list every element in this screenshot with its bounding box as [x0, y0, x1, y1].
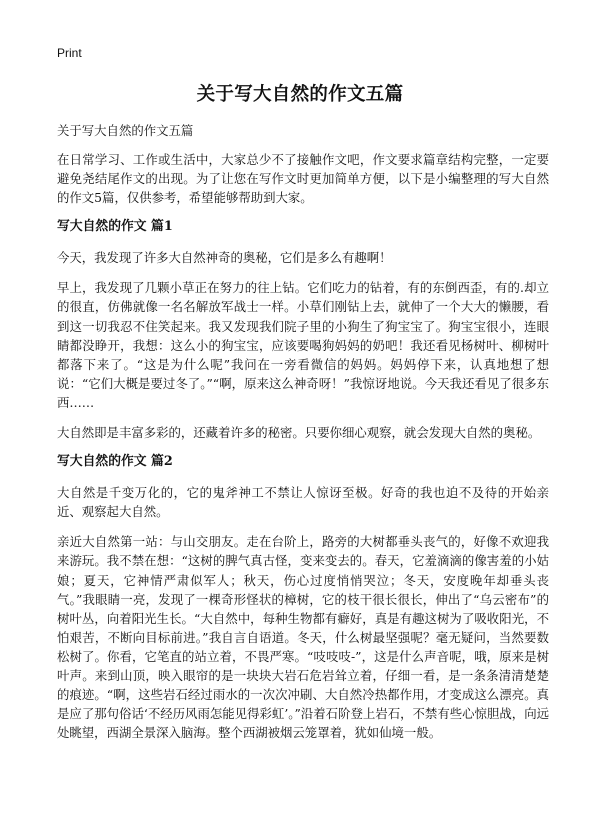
intro-paragraph: 在日常学习、工作或生活中，大家总少不了接触作文吧，作文要求篇章结构完整，一定要避免尧结尾作文的出现。为了让您在写作文时更加简单方便，以下是小编整理的写大自然的作文5篇，仅供参考，希望能够帮助到大家。 [57, 152, 549, 206]
section-1-paragraph-3: 大自然即是丰富多彩的，还藏着许多的秘密。只要你细心观察，就会发现大自然的奥秘。 [57, 425, 541, 441]
article-subtitle: 关于写大自然的作文五篇 [57, 123, 194, 138]
section-2-paragraph-1: 大自然是千变万化的，它的鬼斧神工不禁让人惊讶至极。好奇的我也迫不及待的开始亲近、观察起大自然。 [57, 485, 549, 520]
section-1-paragraph-2: 早上，我发现了几颗小草正在努力的往上钻。它们吃力的钻着，有的东倒西歪，有的.却立的很直，仿佛就像一名名解放军战士一样。小草们刚钻上去，就伸了一个大大的懒腰，看到这一切我忍不住笑起来。我又发现我们院子里的小狗生了狗宝宝了。狗宝宝很小，连眼睛都没睁开，我想：这么小的狗宝宝，应该要喝狗妈妈的奶吧！我还看见杨树叶、柳树叶都落下来了。“这是为什么呢”我问在一旁看微信的妈妈。妈妈停下来，认真地想了想说：“它们大概是要过冬了。”“啊，原来这么神奇呀！”我惊讶地说。今天我还看见了很多东西…… [57, 280, 549, 410]
print-link[interactable]: Print [57, 46, 82, 60]
section-heading-2: 写大自然的作文 篇2 [57, 454, 173, 470]
section-2-paragraph-2: 亲近大自然第一站：与山交朋友。走在台阶上，路旁的大树都垂头丧气的，好像不欢迎我来游玩。我不禁在想：“这树的脾气真古怪，变来变去的。春天，它羞滴滴的像害羞的小姑娘；夏天，它神情严肃似军人；秋天，伤心过度悄悄哭泣；冬天，安度晚年却垂头丧气。”我眼睛一亮，发现了一棵奇形怪状的樟树，它的枝干很长很长，伸出了“乌云密布”的树叶丛，向着阳光生长。“大自然中，每种生物都有癖好，真是有趣这树为了吸收阳光，不怕艰苦，不断向目标前进。”我自言自语道。冬天，什么树最坚强呢？毫无疑问，当然要数松树了。你看，它笔直的站立着，不畏严寒。“吱吱吱-”，这是什么声音呢，哦，原来是树叶声。来到山顶，映入眼帘的是一块块大岩石危岩耸立着，仔细一看，是一条条清清楚楚的痕迹。“啊，这些岩石经过雨水的一次次冲刷、大自然冷热都作用，才变成这么漂亮。真是应了那句俗话‘不经历风雨怎能见得彩虹’。”沿着石阶登上岩石，不禁有些心惊胆战，向远处眺望，西湖全景深入脑海。整个西湖被烟云笼罩着，犹如仙境一般。 [57, 534, 549, 741]
article-body [57, 121, 549, 753]
section-heading-1: 写大自然的作文 篇1 [57, 219, 173, 235]
section-1-paragraph-1: 今天，我发现了许多大自然神奇的奥秘，它们是多么有趣啊！ [57, 250, 392, 266]
page-title: 关于写大自然的作文五篇 [196, 84, 404, 105]
